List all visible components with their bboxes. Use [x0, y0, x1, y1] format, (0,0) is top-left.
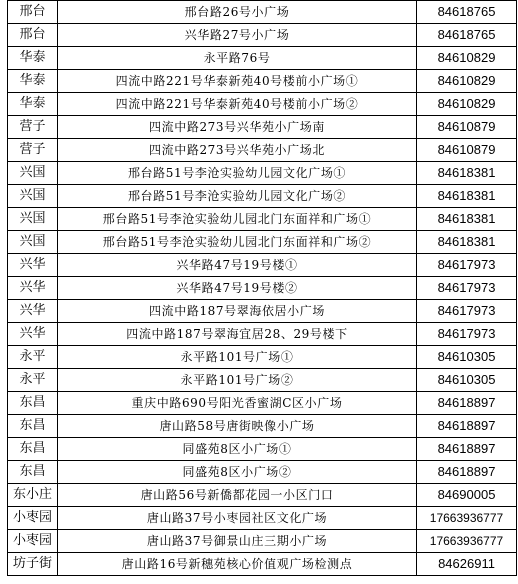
location-cell: 唐山路37号御景山庄三期小广场 — [58, 530, 417, 553]
district-cell: 东昌 — [8, 461, 58, 484]
table-row — [8, 277, 517, 300]
phone-cell: 84618897 — [417, 438, 517, 461]
table-row — [8, 484, 517, 507]
location-cell: 同盛苑8区小广场② — [58, 461, 417, 484]
location-cell: 兴华路27号小广场 — [58, 24, 417, 47]
table-row — [8, 369, 517, 392]
district-cell: 华泰 — [8, 47, 58, 70]
phone-cell: 84617973 — [417, 300, 517, 323]
phone-cell: 84618897 — [417, 415, 517, 438]
phone-cell: 84617973 — [417, 323, 517, 346]
phone-cell: 84618381 — [417, 185, 517, 208]
location-cell: 邢台路51号李沧实验幼儿园北门东面祥和广场② — [58, 231, 417, 254]
district-cell: 营子 — [8, 139, 58, 162]
table-row — [8, 346, 517, 369]
table-row — [8, 116, 517, 139]
phone-cell: 84690005 — [417, 484, 517, 507]
location-cell: 四流中路221号华泰新苑40号楼前小广场② — [58, 93, 417, 116]
location-cell: 唐山路58号唐街映像小广场 — [58, 415, 417, 438]
location-cell: 邢台路51号李沧实验幼儿园北门东面祥和广场① — [58, 208, 417, 231]
district-cell: 小枣园 — [8, 530, 58, 553]
table-row — [8, 438, 517, 461]
table-row — [8, 24, 517, 47]
table-row — [8, 47, 517, 70]
district-cell: 兴华 — [8, 300, 58, 323]
table-row — [8, 323, 517, 346]
phone-cell: 17663936777 — [417, 530, 517, 553]
phone-cell: 84610829 — [417, 47, 517, 70]
location-cell: 永平路101号广场① — [58, 346, 417, 369]
phone-cell: 84618381 — [417, 231, 517, 254]
table-row — [8, 1, 517, 24]
phone-cell: 84610829 — [417, 93, 517, 116]
location-cell: 唐山路56号新僑都花园一小区门口 — [58, 484, 417, 507]
location-cell: 重庆中路690号阳光香蜜湖C区小广场 — [58, 392, 417, 415]
district-cell: 邢台 — [8, 24, 58, 47]
district-cell: 华泰 — [8, 93, 58, 116]
location-cell: 兴华路47号19号楼① — [58, 254, 417, 277]
phone-cell: 84610879 — [417, 139, 517, 162]
phone-cell: 84617973 — [417, 254, 517, 277]
table-row — [8, 70, 517, 93]
table-row — [8, 300, 517, 323]
location-cell: 四流中路273号兴华苑小广场南 — [58, 116, 417, 139]
phone-cell: 84618897 — [417, 392, 517, 415]
phone-cell: 84618765 — [417, 24, 517, 47]
phone-cell: 84626911 — [417, 553, 517, 576]
table-row — [8, 185, 517, 208]
phone-cell: 84617973 — [417, 277, 517, 300]
district-cell: 华泰 — [8, 70, 58, 93]
district-cell: 兴国 — [8, 185, 58, 208]
phone-cell: 84618897 — [417, 461, 517, 484]
table-row — [8, 392, 517, 415]
district-cell: 东小庄 — [8, 484, 58, 507]
district-cell: 兴国 — [8, 231, 58, 254]
location-cell: 邢台路51号李沧实验幼儿园文化广场② — [58, 185, 417, 208]
district-cell: 东昌 — [8, 415, 58, 438]
phone-cell: 84610305 — [417, 346, 517, 369]
district-cell: 永平 — [8, 369, 58, 392]
phone-cell: 84618381 — [417, 208, 517, 231]
table-row — [8, 507, 517, 530]
phone-cell: 84618765 — [417, 1, 517, 24]
location-cell: 永平路76号 — [58, 47, 417, 70]
phone-cell: 84618381 — [417, 162, 517, 185]
location-cell: 四流中路221号华泰新苑40号楼前小广场① — [58, 70, 417, 93]
district-cell: 兴国 — [8, 162, 58, 185]
location-cell: 兴华路47号19号楼② — [58, 277, 417, 300]
location-cell: 四流中路273号兴华苑小广场北 — [58, 139, 417, 162]
district-cell: 东昌 — [8, 392, 58, 415]
location-cell: 四流中路187号翠海宜居28、29号楼下 — [58, 323, 417, 346]
district-cell: 兴华 — [8, 254, 58, 277]
district-cell: 兴华 — [8, 323, 58, 346]
phone-cell: 84610829 — [417, 70, 517, 93]
phone-cell: 84610305 — [417, 369, 517, 392]
location-cell: 唐山路37号小枣园社区文化广场 — [58, 507, 417, 530]
table-row — [8, 208, 517, 231]
district-cell: 邢台 — [8, 1, 58, 24]
testing-sites-table — [7, 0, 517, 576]
district-cell: 兴国 — [8, 208, 58, 231]
table-row — [8, 530, 517, 553]
district-cell: 坊子街 — [8, 553, 58, 576]
location-cell: 邢台路26号小广场 — [58, 1, 417, 24]
location-cell: 永平路101号广场② — [58, 369, 417, 392]
table-row — [8, 231, 517, 254]
table-row — [8, 553, 517, 576]
table-row — [8, 415, 517, 438]
phone-cell: 84610879 — [417, 116, 517, 139]
location-cell: 唐山路16号新穗苑核心价值观广场检测点 — [58, 553, 417, 576]
location-cell: 邢台路51号李沧实验幼儿园文化广场① — [58, 162, 417, 185]
table-row — [8, 93, 517, 116]
location-cell: 同盛苑8区小广场① — [58, 438, 417, 461]
table-row — [8, 139, 517, 162]
table-row — [8, 461, 517, 484]
district-cell: 兴华 — [8, 277, 58, 300]
phone-cell: 17663936777 — [417, 507, 517, 530]
district-cell: 永平 — [8, 346, 58, 369]
district-cell: 小枣园 — [8, 507, 58, 530]
table-row — [8, 254, 517, 277]
district-cell: 营子 — [8, 116, 58, 139]
location-cell: 四流中路187号翠海依居小广场 — [58, 300, 417, 323]
table-body — [8, 1, 517, 576]
table-row — [8, 162, 517, 185]
district-cell: 东昌 — [8, 438, 58, 461]
